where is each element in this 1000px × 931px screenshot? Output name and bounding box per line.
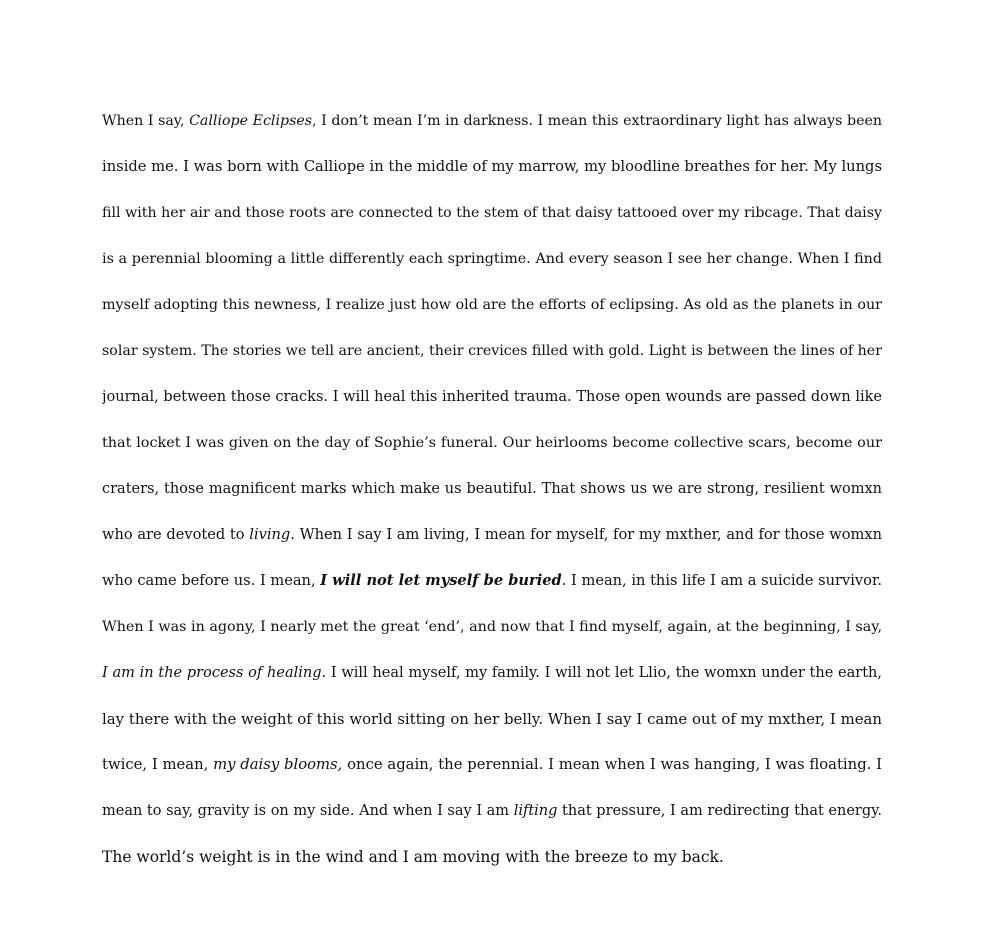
text-run: inside me. I was born with Calliope in the middle of my marrow, my bloodline breathes for her. My lungs: [102, 158, 882, 175]
text-line: [102, 190, 882, 236]
text-line: [102, 788, 882, 834]
emphasis-run: lifting: [513, 803, 558, 819]
text-line: [102, 98, 882, 144]
emphasis-run: Calliope Eclipses: [189, 113, 313, 129]
text-line: [102, 466, 882, 512]
text-line: [102, 650, 882, 696]
emphasis-run: living.: [249, 526, 295, 543]
text-line: [102, 558, 882, 604]
text-run: journal, between those cracks. I will heal this inherited trauma. Those open wounds are passed down like: [102, 389, 882, 405]
text-run: , I don’t mean I’m in darkness. I mean this extraordinary light has always been: [312, 113, 882, 129]
text-run: . I mean, in this life I am a suicide survivor.: [561, 572, 882, 589]
text-run: who are devoted to: [102, 526, 250, 543]
emphasis-run: my daisy blooms,: [213, 756, 343, 773]
text-run: . I will heal myself, my family. I will not let Llio, the womxn under the earth,: [321, 665, 882, 681]
text-line: [102, 236, 882, 282]
text-run: The world’s weight is in the wind and I am moving with the breeze to my back.: [102, 848, 724, 866]
text-run: fill with her air and those roots are connected to the stem of that daisy tattooed over my ribcage. That daisy: [102, 205, 882, 221]
text-line: [102, 512, 882, 558]
text-run: that locket I was given on the day of Sophie’s funeral. Our heirlooms become collective scars, become our: [102, 435, 882, 451]
emphasis-run: I am in the process of healing: [102, 665, 322, 681]
text-line: [102, 742, 882, 788]
strong-emphasis-run: I will not let myself be buried: [320, 572, 562, 589]
text-run: is a perennial blooming a little differently each springtime. And every season I see her change. When I find: [102, 251, 882, 267]
text-line: [102, 604, 882, 650]
text-run: twice, I mean,: [102, 756, 214, 773]
text-run: craters, those magnificent marks which make us beautiful. That shows us we are strong, resilient womxn: [102, 481, 882, 497]
text-line: [102, 696, 882, 742]
text-line: [102, 374, 882, 420]
text-run: who came before us. I mean,: [102, 572, 321, 589]
text-line: [102, 282, 882, 328]
text-run: that pressure, I am redirecting that energy.: [557, 803, 882, 819]
text-run: When I say,: [102, 113, 190, 129]
text-run: once again, the perennial. I mean when I was hanging, I was floating. I: [342, 756, 882, 773]
text-line: [102, 420, 882, 466]
text-run: mean to say, gravity is on my side. And when I say I am: [102, 803, 514, 819]
text-line: [102, 834, 882, 880]
text-line: [102, 328, 882, 374]
body-paragraph: [102, 98, 882, 880]
text-run: myself adopting this newness, I realize just how old are the efforts of eclipsing. As old as the planets in our: [102, 297, 882, 313]
text-run: When I say I am living, I mean for myself, for my mxther, and for those womxn: [294, 526, 882, 543]
text-run: solar system. The stories we tell are ancient, their crevices filled with gold. Light is between the lines of her: [102, 343, 882, 359]
text-line: [102, 144, 882, 190]
text-run: When I was in agony, I nearly met the great ‘end’, and now that I find myself, again, at the beginning, I say,: [102, 619, 882, 635]
text-run: lay there with the weight of this world sitting on her belly. When I say I came out of my mxther, I mean: [102, 710, 882, 728]
